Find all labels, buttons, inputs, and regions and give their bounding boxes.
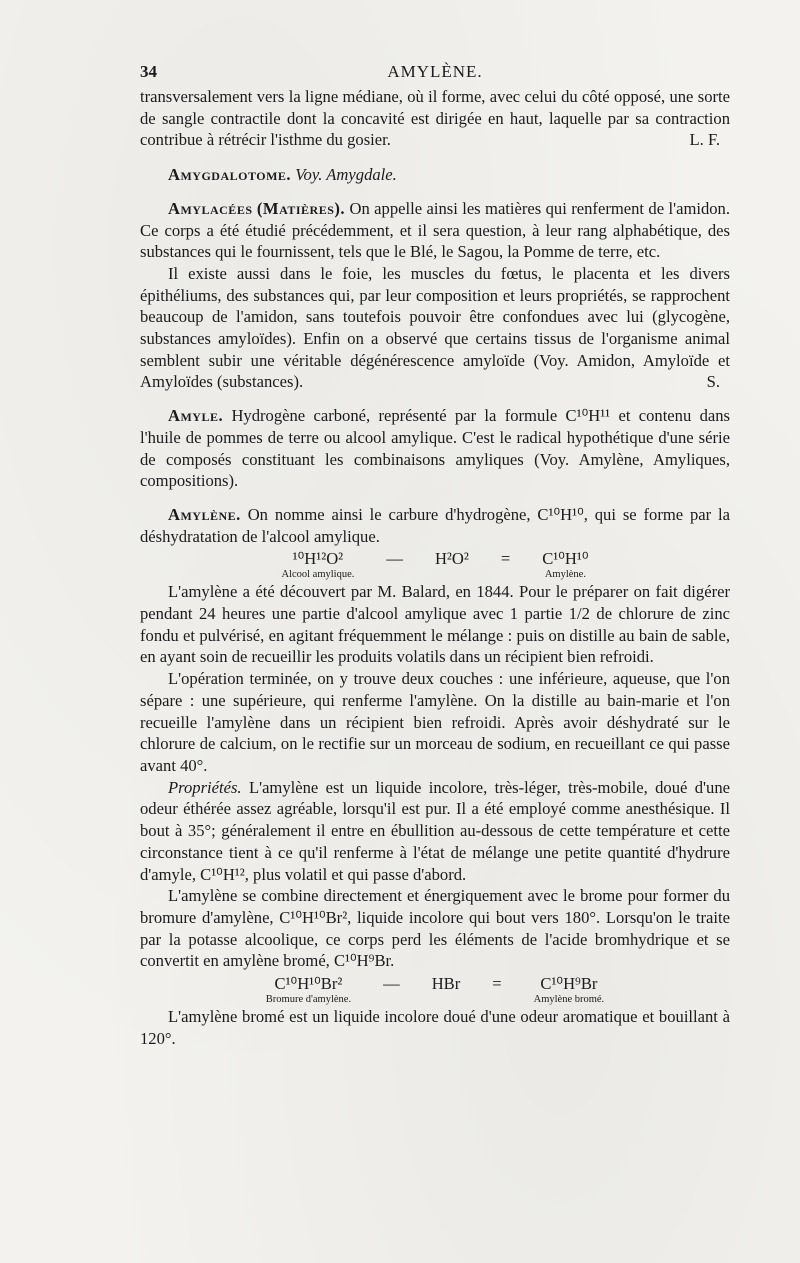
entry-amyle bbox=[140, 405, 730, 492]
formula-caption: Bromure d'amylène. bbox=[265, 994, 352, 1006]
paragraph-text: transversalement vers la ligne médiane, où il forme, avec celui du côté opposé, une sorte de sangle contractile dont la concavité est dirigée en haut, laquelle par sa contraction contribue à rétrécir l'isthme du gosier. bbox=[140, 87, 730, 150]
paragraph-text: Il existe aussi dans le foie, les muscles du fœtus, le placenta et les divers épithéliums, des substances qui, par leur composition et leurs propriétés, se rapprochent beaucoup de l'amidon, sans toutefois pouvoir être confondues avec lui (glycogène, substances amyloïdes). Enfin on a observé que certains tissus de l'organisme animal semblent subir une véritable dégénérescence amyloïde (Voy. Amidon, Amyloïde et Amyloïdes (substances). bbox=[140, 263, 730, 392]
formula-operator: = bbox=[500, 549, 511, 569]
paragraph-text: L'amylène est un liquide incolore, très-léger, très-mobile, doué d'une odeur éthérée assez agréable, lorsqu'il est pur. Il a été employé comme anesthésique. Il bout à 35°; généralement il entre en ébullition au-dessous de cette température et cette circonstance tient à ce qu'il renferme à l'état de mélange une petite quantité d'hydrure d'amyle, C¹⁰H¹², plus volatil et qui passe d'abord. bbox=[140, 777, 730, 884]
paragraph bbox=[140, 263, 730, 393]
paragraph-text: Hydrogène carboné, représenté par la formule C¹⁰H¹¹ et contenu dans l'huile de pommes de terre ou alcool amylique. C'est le radical hypothétique d'une série de composés constituant les combinaisons amyliques (Voy. Amylène, Amyliques, compositions). bbox=[140, 406, 730, 491]
formula-middle: HBr bbox=[431, 974, 461, 994]
formula-term bbox=[534, 974, 605, 1006]
entry-headword: Amygdalotome. bbox=[168, 165, 292, 185]
running-title: AMYLÈNE. bbox=[387, 62, 483, 81]
formula-term bbox=[542, 549, 588, 581]
entry-amygdalotome bbox=[140, 164, 730, 186]
formula-caption: Alcool amylique. bbox=[281, 569, 355, 581]
page-number: 34 bbox=[140, 62, 157, 81]
paragraph bbox=[140, 581, 730, 668]
author-signature: L. F. bbox=[689, 130, 720, 150]
formula-left: ¹⁰H¹²O² bbox=[292, 549, 344, 569]
paragraph bbox=[140, 1006, 730, 1049]
entry-amylene bbox=[140, 504, 730, 547]
formula-right: C¹⁰H⁹Br bbox=[540, 974, 598, 994]
formula-operator: — bbox=[383, 974, 400, 994]
author-signature: S. bbox=[706, 372, 720, 392]
formula-middle: H²O² bbox=[434, 549, 469, 569]
paragraph-text: On appelle ainsi les matières qui renferment de l'amidon. Ce corps a été étudié précédemment, et il sera question, à leur rang alphabétique, des substances qui le fournissent, tels que le Blé, le Sagou, la Pomme de terre, etc. bbox=[140, 198, 731, 262]
entry-headword: Amylène. bbox=[168, 504, 241, 524]
formula-left: C¹⁰H¹⁰Br² bbox=[274, 974, 343, 994]
paragraph bbox=[140, 885, 730, 972]
paragraph-label: Propriétés. bbox=[168, 777, 242, 797]
formula-term bbox=[281, 549, 354, 581]
body-text bbox=[140, 86, 730, 1049]
entry-qualifier: (Matières). bbox=[256, 198, 346, 218]
formula-operator: = bbox=[492, 974, 502, 994]
formula-right: C¹⁰H¹⁰ bbox=[542, 549, 589, 569]
formula-caption: Amylène bromé. bbox=[533, 994, 605, 1006]
paragraph-text: L'amylène a été découvert par M. Balard, en 1844. Pour le préparer on fait digérer pendant 24 heures une partie d'alcool amylique avec 1 partie 1/2 de chlorure de zinc fondu et pulvérisé, en agitant fréquemment le mélange : puis on distille au bain de sable, en ayant soin de recueillir les produits volatils dans un récipient bien refroidi. bbox=[140, 582, 730, 667]
chemical-formula bbox=[140, 974, 730, 1006]
paragraph-text: L'opération terminée, on y trouve deux couches : une inférieure, aqueuse, que l'on sépare : une supérieure, qui renferme l'amylène. On la distille au bain-marie et l'on recueille l'amylène dans un récipient bien refroidi. Après avoir déshydraté sur le chlorure de calcium, on le rectifie sur un morceau de sodium, en recueillant ce qui passe avant 40°. bbox=[140, 669, 730, 775]
continued-paragraph bbox=[140, 86, 730, 151]
formula-caption: Amylène. bbox=[544, 569, 586, 581]
paragraph-text: L'amylène se combine directement et énergiquement avec le brome pour former du bromure d'amylène, C¹⁰H¹⁰Br², liquide incolore qui bout vers 180°. Lorsqu'on le traite par la potasse alcoolique, ce corps perd les éléments de l'acide bromhydrique et se convertit en amylène bromé, C¹⁰H⁹Br. bbox=[140, 886, 730, 971]
formula-term bbox=[266, 974, 351, 1006]
running-head bbox=[140, 62, 730, 86]
paragraph bbox=[140, 668, 730, 777]
formula-operator: — bbox=[386, 549, 403, 569]
chemical-formula bbox=[140, 549, 730, 581]
cross-reference: Voy. Amygdale. bbox=[295, 165, 397, 185]
paragraph-text: On nomme ainsi le carbure d'hydrogène, C¹⁰H¹⁰, qui se forme par la déshydratation de l'alcool amylique. bbox=[140, 504, 731, 546]
entry-headword: Amyle. bbox=[168, 406, 224, 426]
entry-headword: Amylacées bbox=[168, 198, 253, 218]
paragraph bbox=[140, 777, 730, 886]
paragraph-text: L'amylène bromé est un liquide incolore doué d'une odeur aromatique et bouillant à 120°. bbox=[140, 1007, 730, 1048]
entry-amylacees bbox=[140, 198, 730, 263]
formula-term bbox=[432, 974, 461, 994]
formula-term bbox=[435, 549, 469, 569]
